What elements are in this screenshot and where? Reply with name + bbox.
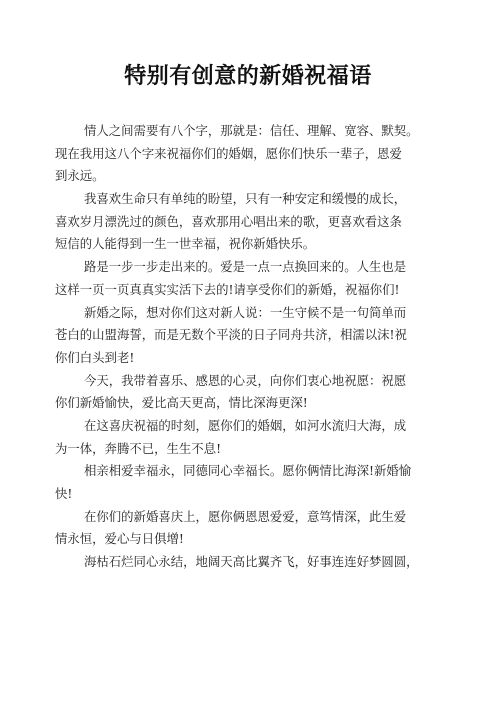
text-line: 相亲相爱幸福永，同德同心幸福长。愿你俩情比海深!新婚愉 [84, 463, 412, 479]
text-line: 在你们的新婚喜庆上，愿你俩恩恩爱爱，意笃情深，此生爱 [84, 508, 407, 524]
document-body [55, 120, 455, 574]
text-line: 我喜欢生命只有单纯的盼望，只有一种安定和缓慢的成长， [84, 191, 407, 207]
text-line: 你们新婚愉快，爱比高天更高，情比深海更深! [55, 395, 308, 411]
text-line: 情人之间需要有八个字，那就是：信任、理解、宽容、默契。 [84, 123, 419, 138]
text-line: 到永远。 [55, 168, 105, 184]
text-line: 苍白的山盟海誓，而是无数个平淡的日子同舟共济，相濡以沫!祝 [55, 327, 407, 343]
paragraph-6 [55, 415, 455, 460]
text-line: 你们白头到老! [55, 349, 135, 365]
text-line: 短信的人能得到一生一世幸福，祝你新婚快乐。 [55, 236, 316, 252]
text-line: 快! [55, 486, 73, 501]
text-line: 为一体，奔腾不已，生生不息! [55, 440, 222, 456]
text-line: 海枯石烂同心永结，地阔天高比翼齐飞，好事连连好梦圆圆， [84, 554, 419, 570]
paragraph-1 [55, 120, 455, 188]
text-line: 新婚之际，想对你们这对新人说：一生守候不是一句简单而 [84, 304, 407, 320]
paragraph-3 [55, 256, 455, 301]
paragraph-4 [55, 302, 455, 370]
text-line: 这样一页一页真真实实活下去的!请享受你们的新婚，祝福你们! [55, 281, 400, 297]
paragraph-9 [55, 551, 455, 574]
paragraph-8 [55, 506, 455, 551]
document-title: 特别有创意的新婚祝福语 [124, 64, 372, 89]
paragraph-2 [55, 188, 455, 256]
text-line: 喜欢岁月漂洗过的颜色，喜欢那用心唱出来的歌，更喜欢看这条 [55, 213, 402, 229]
text-line: 现在我用这八个字来祝福你们的婚姻，愿你们快乐一辈子，恩爱 [55, 145, 402, 161]
text-line: 在这喜庆祝福的时刻，愿你们的婚姻，如河水流归大海，成 [84, 417, 407, 433]
text-line: 今天，我带着喜乐、感恩的心灵，向你们衷心地祝愿：祝愿 [84, 372, 407, 388]
paragraph-7 [55, 460, 455, 505]
text-line: 路是一步一步走出来的。爱是一点一点换回来的。人生也是 [84, 259, 407, 275]
paragraph-5 [55, 370, 455, 415]
text-line: 情永恒，爱心与日俱增! [55, 531, 184, 547]
